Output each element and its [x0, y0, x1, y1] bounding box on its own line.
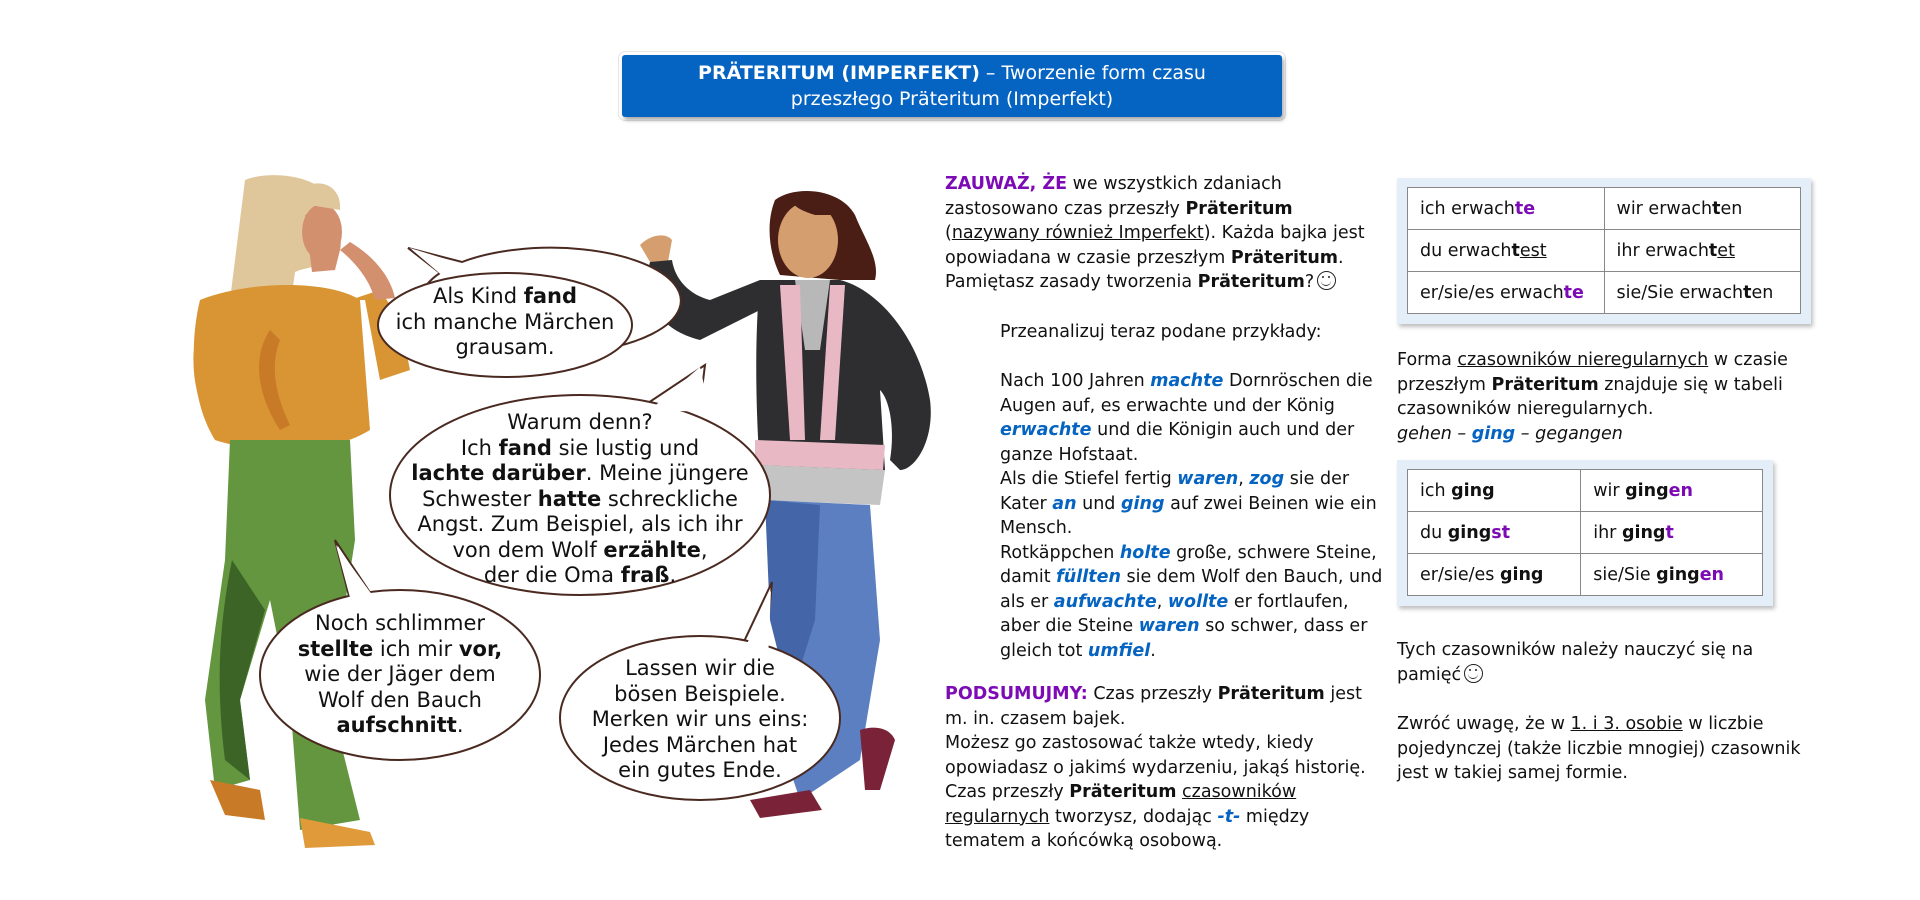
example-sentence-2: Als die Stiefel fertig waren, zog sie der Kater an und ging auf zwei Beinen wie ein Mensch.	[1000, 469, 1377, 538]
memorize-note: Tych czasowników należy nauczyć się na pamięć	[1397, 640, 1754, 685]
note-label: ZAUWAŻ, ŻE	[945, 174, 1068, 194]
winking-smiley-icon	[1464, 664, 1483, 683]
verb-forms: gehen – ging – gegangen	[1397, 423, 1623, 444]
speech-bubble-4-text: Lassen wir die bösen Beispiele. Merken wir uns eins: Jedes Märchen hat ein gutes Ende.	[591, 656, 809, 782]
regular-verb-table	[1397, 178, 1811, 324]
table-row: er/sie/es erwachte sie/Sie erwachten	[1408, 272, 1801, 314]
note-paragraph: ZAUWAŻ, ŻE we wszystkich zdaniach zastosowano czas przeszły Präteritum (nazywany również Imperfekt). Każda bajka jest opowiadana w czasie przeszłym Präteritum. Pamiętasz zasady tworzenia Präteritum?	[945, 174, 1365, 292]
table-row: er/sie/es ging sie/Sie gingen	[1408, 554, 1763, 596]
title-bold: PRÄTERITUM (IMPERFEKT)	[698, 62, 980, 84]
example-sentence-3: Rotkäppchen holte große, schwere Steine, damit füllten sie dem Wolf den Bauch, und als er aufwachte, wollte er fortlaufen, aber die Steine waren so schwer, dass er gleich tot umfiel.	[1000, 542, 1383, 661]
summary-paragraph: PODSUMUJMY: Czas przeszły Präteritum jest m. in. czasem bajek. Możesz go zastosować także wtedy, kiedy opowiadasz o jakimś wydarzeniu, jakąś historię. Czas przeszły Präteritum czasowników regularnych tworzysz, dodając -t- między tematem a końcówką osobową.	[945, 684, 1366, 851]
title-line2: przeszłego Präteritum (Imperfekt)	[790, 88, 1114, 110]
table-row: ich erwachte wir erwachten	[1408, 188, 1801, 230]
attention-note: Zwróć uwagę, że w 1. i 3. osobie w liczbie pojedynczej (także liczbie mnogiej) czasownik jest w takiej samej formie.	[1397, 714, 1801, 783]
examples-block	[1000, 320, 1390, 663]
winking-smiley-icon	[1317, 271, 1336, 290]
example-sentence-1: Nach 100 Jahren machte Dornröschen die Augen auf, es erwachte und der König erwachte und die Königin auch und der ganze Hofstaat.	[1000, 371, 1373, 465]
title-line1: – Tworzenie form czasu	[979, 62, 1206, 84]
table-row: ich ging wir gingen	[1408, 470, 1763, 512]
irregular-paragraph: Forma czasowników nieregularnych w czasie przeszłym Präteritum znajduje się w tabeli czasowników nieregularnych. gehen – ging – gegangen	[1397, 348, 1827, 446]
speech-bubble-3-text: Noch schlimmer stellte ich mir vor, wie der Jäger dem Wolf den Bauch aufschnitt.	[297, 611, 503, 737]
table-row: du gingst ihr gingt	[1408, 512, 1763, 554]
table-row: du erwachtest ihr erwachtet	[1408, 230, 1801, 272]
summary-label: PODSUMUJMY:	[945, 684, 1088, 704]
examples-intro: Przeanalizuj teraz podane przykłady:	[1000, 322, 1322, 342]
irregular-verb-table	[1397, 460, 1773, 606]
speech-bubble-1-text: Als Kind fand ich manche Märchen grausam.	[395, 284, 615, 359]
speech-bubble-2-text: Warum denn? Ich fand sie lustig und lachte darüber. Meine jüngere Schwester hatte schreckliche Angst. Zum Beispiel, als ich ihr von dem Wolf erzählte, der die Oma fraß.	[411, 410, 749, 587]
